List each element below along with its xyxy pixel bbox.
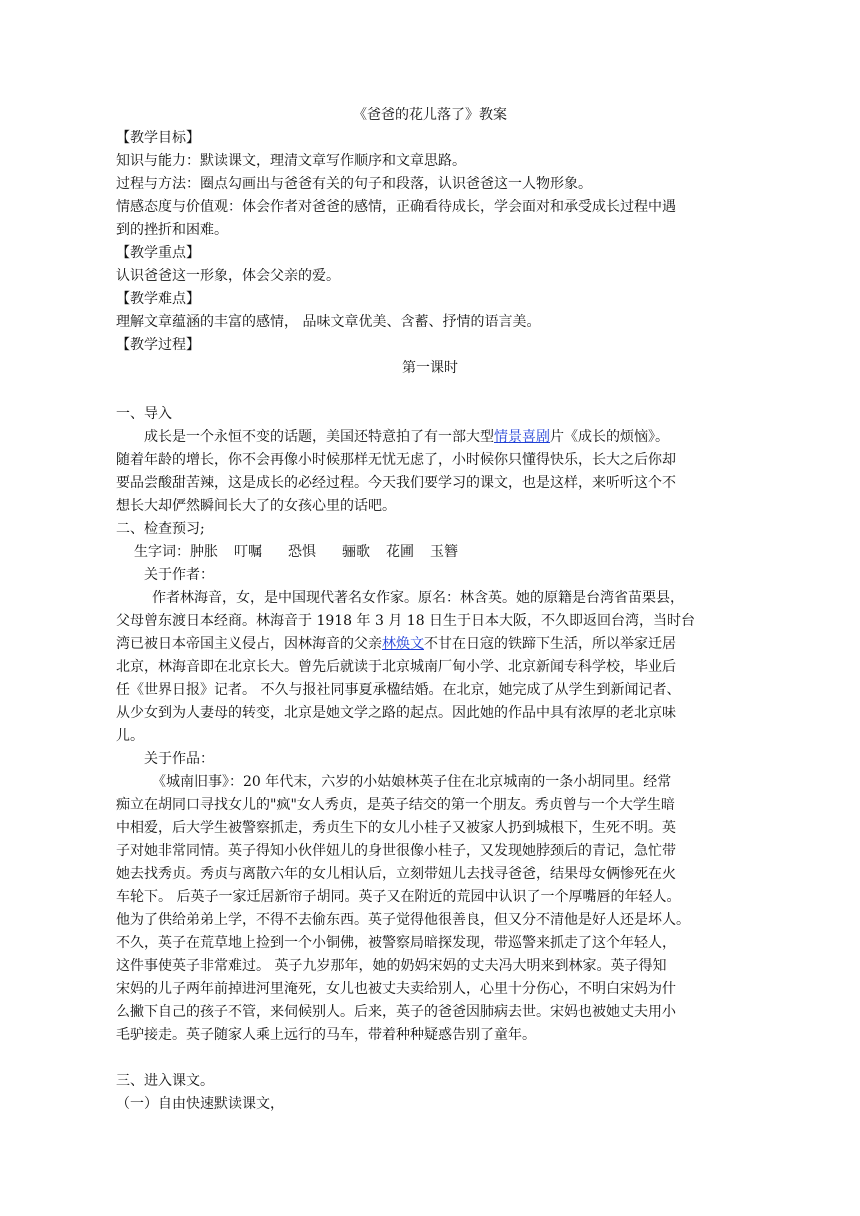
objectives-heading: 【教学目标】 bbox=[116, 130, 200, 146]
objective-emotion-line2: 到的挫折和困难。 bbox=[116, 222, 228, 238]
difficulties-heading: 【教学难点】 bbox=[116, 291, 200, 307]
father-name-link[interactable]: 林焕文 bbox=[382, 636, 424, 652]
author-line2: 父母曾东渡日本经商。林海音于 1918 年 3 月 18 日生于日本大阪，不久即返回台湾，当时台 bbox=[116, 613, 696, 629]
author-line5: 任《世界日报》记者。 不久与报社同事夏承楹结婚。在北京，她完成了从学生到新闻记者、 bbox=[116, 682, 681, 698]
vocab-word: 骊歌 bbox=[342, 544, 370, 560]
intro-line1-text-a: 成长是一个永恒不变的话题，美国还特意拍了有一部大型 bbox=[144, 429, 494, 445]
lesson-number: 第一课时 bbox=[402, 360, 458, 376]
lesson-text-heading: 三、进入课文。 bbox=[116, 1073, 214, 1089]
works-line3: 中相爱，后大学生被警察抓走，秀贞生下的女儿小桂子又被家人扔到城根下，生死不明。英 bbox=[116, 820, 676, 836]
works-line9: 这件事使英子非常难过。 英子九岁那年，她的奶妈宋妈的丈夫冯大明来到林家。英子得知 bbox=[116, 958, 667, 974]
vocab-word: 恐惧 bbox=[288, 544, 316, 560]
works-line11: 么撇下自己的孩子不管，来伺候别人。后来，英子的爸爸因肺病去世。宋妈也被她丈夫用小 bbox=[116, 1004, 676, 1020]
author-line3-text-b: 不甘在日寇的铁蹄下生活，所以举家迁居 bbox=[424, 636, 676, 652]
works-line10: 宋妈的儿子两年前掉进河里淹死，女儿也被丈夫卖给别人，心里十分伤心，不明白宋妈为什 bbox=[116, 981, 676, 997]
objective-process: 过程与方法：圈点勾画出与爸爸有关的句子和段落，认识爸爸这一人物形象。 bbox=[116, 176, 592, 192]
key-points-heading: 【教学重点】 bbox=[116, 245, 200, 261]
intro-line3: 要品尝酸甜苦辣，这是成长的必经过程。今天我们要学习的课文，也是这样，来听听这个不 bbox=[116, 475, 676, 491]
works-label: 关于作品： bbox=[144, 751, 214, 767]
sitcom-link[interactable]: 情景喜剧 bbox=[494, 429, 550, 445]
vocab-label: 生字词： bbox=[134, 544, 190, 560]
author-label: 关于作者： bbox=[144, 567, 214, 583]
document-title: 《爸爸的花儿落了》教案 bbox=[353, 107, 507, 123]
author-line7: 儿。 bbox=[116, 728, 144, 744]
works-line1: 《城南旧事》：20 年代末，六岁的小姑娘林英子住在北京城南的一条小胡同里。经常 bbox=[152, 774, 672, 790]
author-line1: 作者林海音，女，是中国现代著名女作家。原名：林含英。她的原籍是台湾省苗栗县， bbox=[152, 590, 684, 606]
author-line3 bbox=[116, 633, 676, 655]
intro-line4: 想长大却俨然瞬间长大了的女孩心里的话吧。 bbox=[116, 498, 396, 514]
works-line6: 车轮下。 后英子一家迁居新帘子胡同。英子又在附近的荒园中认识了一个厚嘴唇的年轻人。 bbox=[116, 889, 681, 905]
objective-knowledge: 知识与能力：默读课文，理清文章写作顺序和文章思路。 bbox=[116, 153, 466, 169]
vocab-word: 花圃 bbox=[386, 544, 414, 560]
difficulties-text: 理解文章蕴涵的丰富的感情， 品味文章优美、含蓄、抒情的语言美。 bbox=[116, 314, 541, 330]
vocab-word: 肿胀 bbox=[190, 544, 218, 560]
intro-line1 bbox=[144, 426, 669, 448]
intro-line2: 随着年龄的增长，你不会再像小时候那样无忧无虑了，小时候你只懂得快乐，长大之后你却 bbox=[116, 452, 676, 468]
author-line4: 北京，林海音即在北京长大。曾先后就读于北京城南厂甸小学、北京新闻专科学校，毕业后 bbox=[116, 659, 676, 675]
author-line3-text-a: 湾已被日本帝国主义侵占，因林海音的父亲 bbox=[116, 636, 382, 652]
key-points-text: 认识爸爸这一形象，体会父亲的爱。 bbox=[116, 268, 340, 284]
process-heading: 【教学过程】 bbox=[116, 337, 200, 353]
intro-heading: 一、导入 bbox=[116, 406, 172, 422]
works-line7: 他为了供给弟弟上学，不得不去偷东西。英子觉得他很善良，但又分不清他是好人还是坏人。 bbox=[116, 912, 690, 928]
works-line8: 不久，英子在荒草地上捡到一个小铜佛，被警察局暗探发现，带巡警来抓走了这个年轻人， bbox=[116, 935, 676, 951]
vocab-word: 叮嘱 bbox=[234, 544, 262, 560]
works-line4: 子对她非常同情。英子得知小伙伴妞儿的身世很像小桂子，又发现她脖颈后的青记，急忙带 bbox=[116, 843, 676, 859]
works-line5: 她去找秀贞。秀贞与离散六年的女儿相认后，立刻带妞儿去找寻爸爸，结果母女俩惨死在火 bbox=[116, 866, 676, 882]
vocab-word: 玉簪 bbox=[430, 544, 458, 560]
works-line2: 痴立在胡同口寻找女儿的"疯"女人秀贞，是英子结交的第一个朋友。秀贞曾与一个大学生暗 bbox=[116, 797, 675, 813]
intro-line1-text-b: 片《成长的烦恼》。 bbox=[550, 429, 669, 445]
vocab-line bbox=[134, 541, 458, 563]
lesson-text-sub1: （一）自由快速默读课文， bbox=[116, 1096, 284, 1112]
preview-heading: 二、检查预习; bbox=[116, 521, 205, 537]
author-line6: 从少女到为人妻母的转变，北京是她文学之路的起点。因此她的作品中具有浓厚的老北京味 bbox=[116, 705, 676, 721]
objective-emotion-line1: 情感态度与价值观：体会作者对爸爸的感情，正确看待成长，学会面对和承受成长过程中遇 bbox=[116, 199, 676, 215]
works-line12: 毛驴接走。英子随家人乘上远行的马车，带着种种疑惑告别了童年。 bbox=[116, 1027, 536, 1043]
